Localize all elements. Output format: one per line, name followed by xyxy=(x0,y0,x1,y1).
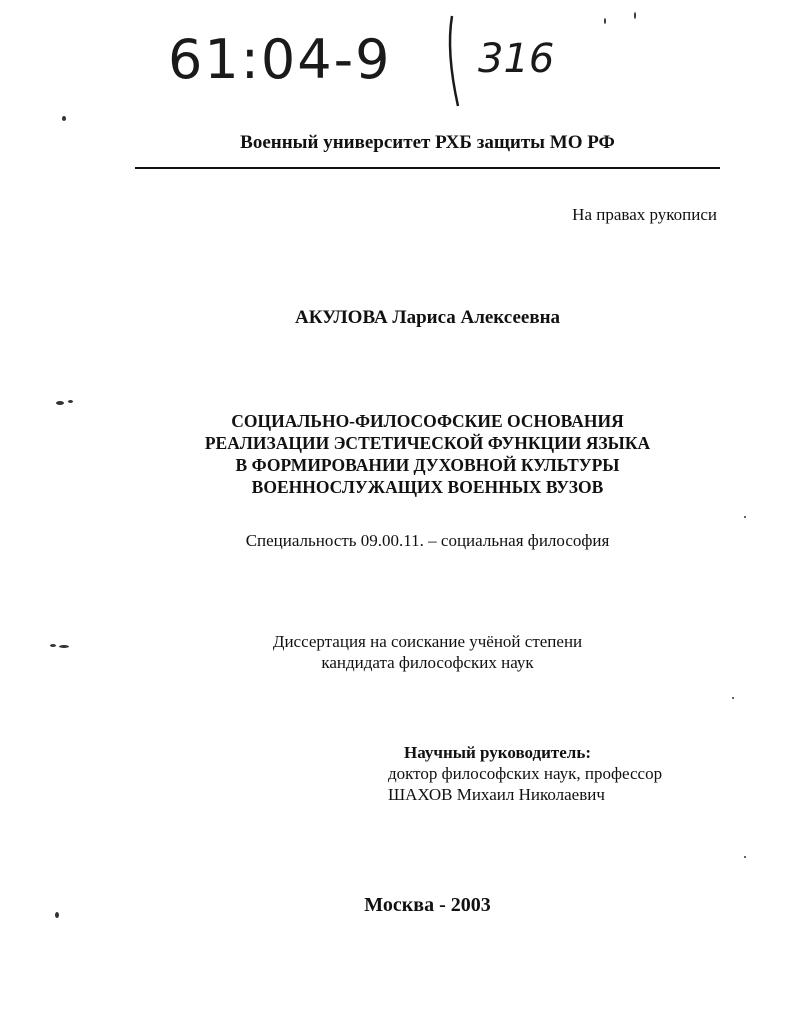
author-name: АКУЛОВА Лариса Алексеевна xyxy=(294,307,561,328)
archive-mark-number: 316 xyxy=(478,36,555,82)
scan-speck xyxy=(744,516,746,518)
university-name: Военный университет РХБ защиты МО РФ xyxy=(240,132,615,153)
manuscript-rights-note: На правах рукописи xyxy=(572,205,717,224)
supervisor-block xyxy=(388,742,662,805)
header-divider xyxy=(135,167,720,169)
scan-speck xyxy=(732,697,734,699)
title-line: РЕАЛИЗАЦИИ ЭСТЕТИЧЕСКОЙ ФУНКЦИИ ЯЗЫКА xyxy=(204,433,651,453)
scan-speck xyxy=(744,856,746,858)
scan-speck xyxy=(634,12,636,19)
supervisor-heading: Научный руководитель: xyxy=(404,743,591,762)
scan-speck xyxy=(55,912,59,918)
title-line: СОЦИАЛЬНО-ФИЛОСОФСКИЕ ОСНОВАНИЯ xyxy=(231,411,624,431)
degree-line: Диссертация на соискание учёной степени xyxy=(272,632,583,651)
supervisor-credentials: доктор философских наук, профессор xyxy=(388,764,663,783)
title-line: В ФОРМИРОВАНИИ ДУХОВНОЙ КУЛЬТУРЫ xyxy=(235,455,620,475)
degree-statement xyxy=(135,631,720,673)
scan-speck xyxy=(56,401,64,405)
supervisor-name: ШАХОВ Михаил Николаевич xyxy=(388,785,605,804)
scan-speck xyxy=(59,645,69,648)
archive-mark-main: 61:04-9 xyxy=(168,28,392,91)
scan-speck xyxy=(604,18,606,24)
scan-speck xyxy=(68,400,73,403)
degree-line: кандидата философских наук xyxy=(321,653,534,672)
dissertation-title xyxy=(120,410,735,498)
scan-speck xyxy=(50,644,56,647)
handwritten-archive-mark xyxy=(160,10,580,110)
archive-mark-divider xyxy=(450,16,458,106)
scan-speck xyxy=(62,116,66,121)
city-year: Москва - 2003 xyxy=(364,894,491,916)
title-line: ВОЕННОСЛУЖАЩИХ ВОЕННЫХ ВУЗОВ xyxy=(251,477,604,497)
specialty: Специальность 09.00.11. – социальная философия xyxy=(245,531,610,550)
